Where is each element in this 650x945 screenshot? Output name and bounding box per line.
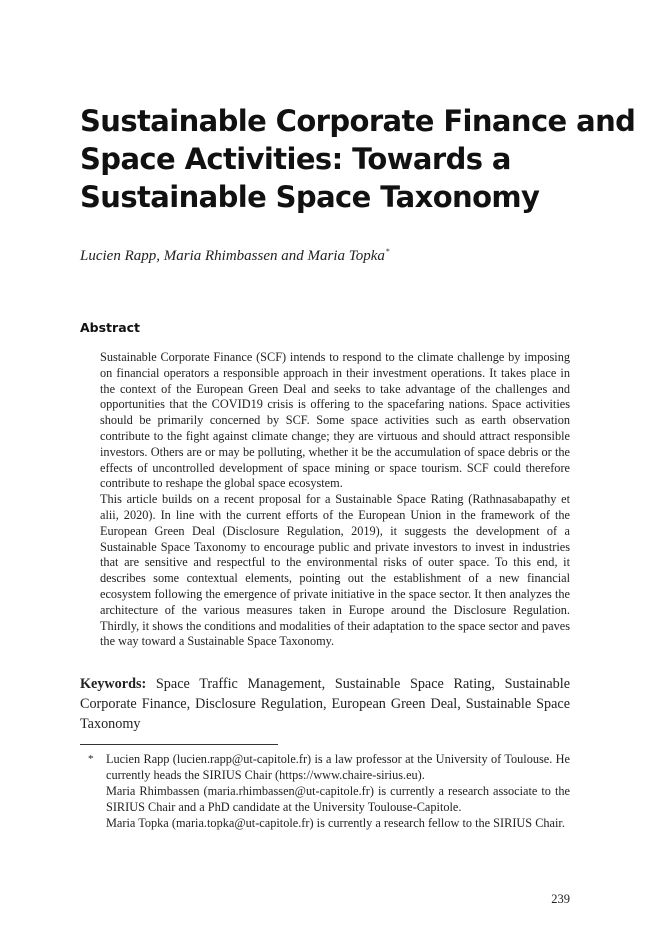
abstract-heading: Abstract bbox=[80, 320, 141, 335]
keywords-label: Keywords: bbox=[80, 676, 147, 692]
chapter-title-line-1: Sustainable Corporate Finance and bbox=[80, 104, 636, 138]
footnote-paragraph-topka: Maria Topka (maria.topka@ut-capitole.fr) is currently a research fellow to the SIRIUS Chair. bbox=[106, 815, 565, 830]
author-footnote-marker: * bbox=[385, 247, 390, 256]
author-line bbox=[80, 247, 390, 265]
author-names: Lucien Rapp, Maria Rhimbassen and Maria Topka bbox=[80, 248, 385, 264]
abstract-body bbox=[100, 350, 570, 650]
abstract-paragraph-1: Sustainable Corporate Finance (SCF) intends to respond to the climate challenge by imposing on financial operators a responsible approach in their investment operations. It takes place in the context of the European Green Deal and seeks to take advantage of the challenges and opportunities that the COVID19 crisis is offering to the spacefaring nations. Space activities should be primarily concerned by SCF. Some space activities such as earth observation contribute to the fight against climate change; they are virtuous and should attract responsible investors. Others are or may be polluting, whether it be the accumulation of space debris or the effects of uncontrolled development of space mining or space tourism. SCF could therefore contribute to reshape the global space ecosystem. bbox=[100, 350, 570, 491]
page-number: 239 bbox=[551, 892, 570, 906]
chapter-title-line-3: Sustainable Space Taxonomy bbox=[80, 180, 540, 214]
footnote-divider bbox=[80, 744, 278, 745]
footnote-marker: * bbox=[88, 753, 94, 765]
keywords-list: Space Traffic Management, Sustainable Space Rating, Sustainable Corporate Finance, Disclosure Regulation, European Green Deal, Sustainable Space Taxonomy bbox=[80, 676, 571, 732]
footnote-paragraph-rapp: Lucien Rapp (lucien.rapp@ut-capitole.fr) is a law professor at the University of Toulouse. He currently heads the SIRIUS Chair (https://www.chaire-sirius.eu). bbox=[106, 752, 570, 782]
chapter-title bbox=[80, 102, 636, 216]
footnote-text bbox=[106, 752, 570, 832]
chapter-title-line-2: Space Activities: Towards a bbox=[80, 142, 511, 176]
author-footnote bbox=[80, 752, 570, 832]
footnote-paragraph-rhimbassen: Maria Rhimbassen (maria.rhimbassen@ut-capitole.fr) is currently a research associate to the SIRIUS Chair and a PhD candidate at the University Toulouse-Capitole. bbox=[106, 783, 570, 814]
keywords-block bbox=[80, 674, 570, 734]
abstract-paragraph-2: This article builds on a recent proposal for a Sustainable Space Rating (Rathnasabapathy et alii, 2020). In line with the current efforts of the European Union in the framework of the European Green Deal (Disclosure Regulation, 2019), it suggests the development of a Sustainable Space Taxonomy to encourage public and private investors to invest in industries that are sensitive and respectful to the environmental risks of outer space. To this end, it describes some contextual elements, pointing out the establishment of a new financial ecosystem following the emergence of private initiative in the space sector. It then analyzes the architecture of the various measures taken in Europe around the Disclosure Regulation. Thirdly, it shows the conditions and modalities of their adaptation to the space sector and paves the way toward a Sustainable Space Taxonomy. bbox=[100, 492, 570, 649]
